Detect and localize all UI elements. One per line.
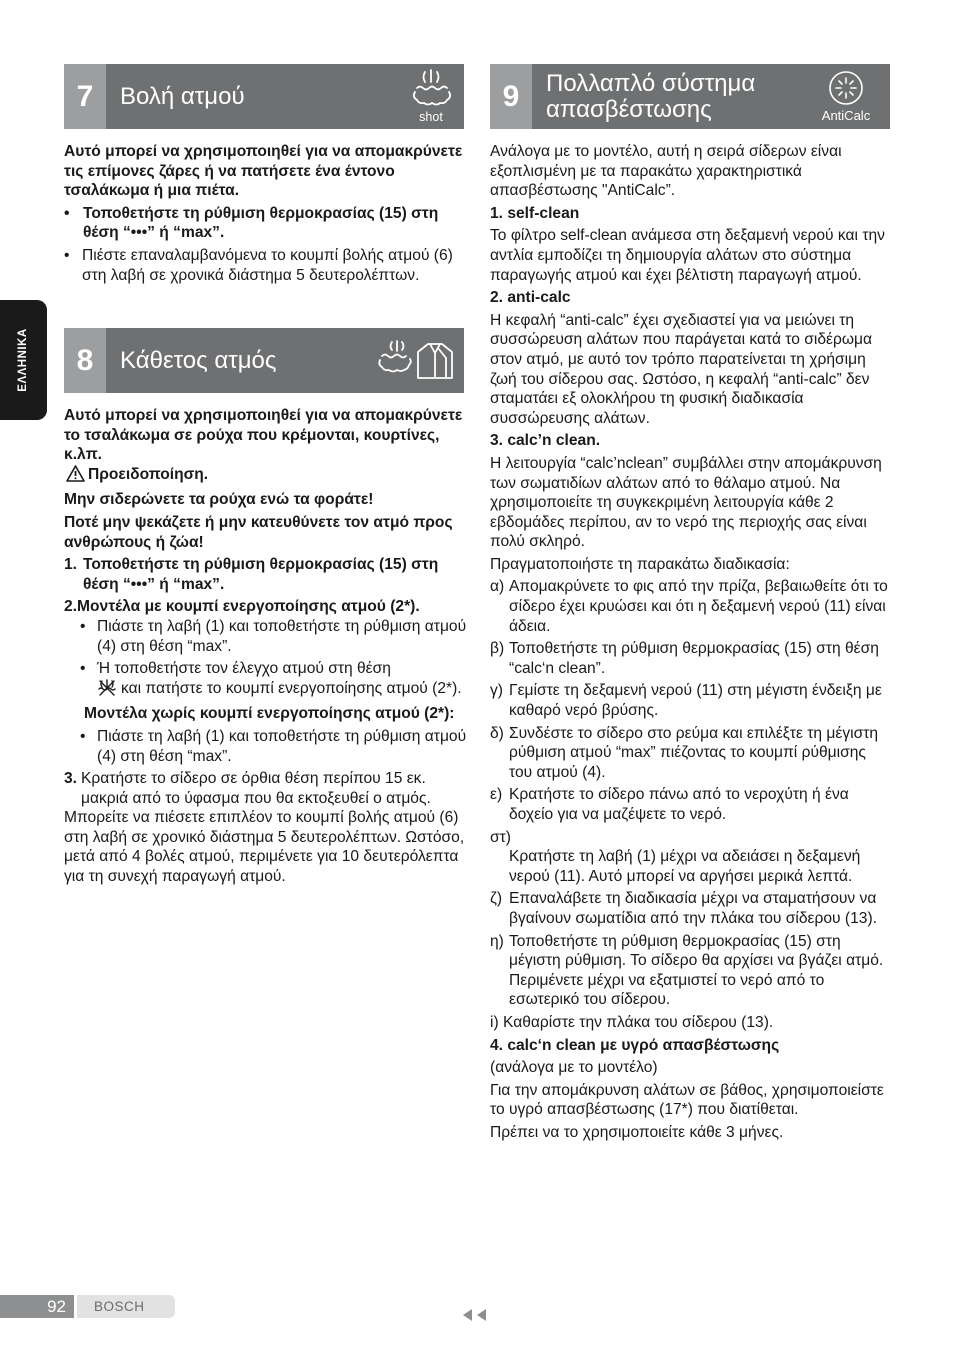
icon-caption: AntiCalc bbox=[821, 108, 871, 123]
section-title-line: απασβέστωσης bbox=[546, 95, 712, 123]
warning-text: Μην σιδερώνετε τα ρούχα ενώ τα φοράτε! bbox=[64, 491, 374, 509]
step-number: 3. bbox=[64, 770, 78, 788]
page-number: 92 bbox=[0, 1295, 74, 1318]
list-item-text: Τοποθετήστε τη ρύθμιση θερμοκρασίας (15) στη θέση “•••” ή “max”. bbox=[83, 556, 439, 593]
intro-text: Ανάλογα με το μοντέλο, αυτή η σειρά σίδερων είναι εξοπλισμένη με τα παρακάτω χαρακτηριστικά απασβέστωσης "AntiCalc”. bbox=[490, 143, 842, 200]
step-marker: στ) bbox=[490, 828, 511, 846]
list-item-text bbox=[97, 659, 468, 701]
step-number: 1. bbox=[64, 556, 78, 574]
section-title-line: Πολλαπλό σύστημα bbox=[546, 69, 756, 97]
paragraph: Το φίλτρο self-clean ανάμεσα στη δεξαμενή νερού και την αντλία εμποδίζει τη δημιουργία αλάτων στο σύστημα παραγωγής ατμού και έχει βέλτιστη παραγωγή ατμού. bbox=[490, 227, 885, 284]
section-number: 7 bbox=[64, 64, 106, 129]
step-heading: 2.Μοντέλα με κουμπί ενεργοποίησης ατμού (2*). bbox=[64, 598, 420, 616]
sub-heading: Μοντέλα χωρίς κουμπί ενεργοποίησης ατμού (2*): bbox=[84, 705, 455, 723]
section-number: 9 bbox=[490, 64, 532, 129]
list-item bbox=[490, 577, 892, 636]
list-item: i) Καθαρίστε την πλάκα του σίδερου (13). bbox=[490, 1013, 774, 1031]
section-number: 8 bbox=[64, 328, 106, 393]
list-item-text: Γεμίστε τη δεξαμενή νερού (11) στη μέγιστη ένδειξη με καθαρό νερό βρύσης. bbox=[509, 682, 882, 720]
bullet: • bbox=[64, 246, 70, 264]
vertical-steam-icon bbox=[374, 338, 458, 396]
paragraph: Η λειτουργία “calc’nclean” συμβάλλει στην απομάκρυνση των σωματιδίων αλάτων από το θάλαμο ατμού. Να χρησιμοποιείτε τη συγκεκριμένη λειτουργία κάθε 2 εβδομάδες περίπου, αν το νερό της περιοχής σας είναι πολύ σκληρό. bbox=[490, 454, 882, 551]
steam-shot-icon bbox=[404, 68, 458, 126]
list-item bbox=[490, 932, 892, 1010]
list-item-text: Κρατήστε τη λαβή (1) μέχρι να αδειάσει η δεξαμενή νερού (11). Αυτό μπορεί να αργήσει μερικά λεπτά. bbox=[509, 848, 861, 885]
steam-off-icon bbox=[97, 679, 117, 702]
list-item bbox=[64, 246, 468, 285]
list-item-text: Πιάστε τη λαβή (1) και τοποθετήστε τη ρύθμιση ατμού (4) στη θέση “max”. bbox=[97, 617, 467, 655]
list-item-text: Πιάστε τη λαβή (1) και τοποθετήστε τη ρύθμιση ατμού (4) στη θέση “max”. bbox=[97, 727, 467, 765]
list-item bbox=[64, 769, 468, 808]
paragraph: Πραγματοποιήστε τη παρακάτω διαδικασία: bbox=[490, 555, 790, 573]
list-item bbox=[64, 204, 468, 243]
intro-text: Αυτό μπορεί να χρησιμοποιηθεί για να απομακρύνετε το τσαλάκωμα σε ρούχα που κρέμονται, κουρτίνες, κ.λπ. bbox=[64, 407, 463, 464]
bullet: • bbox=[80, 660, 86, 678]
list-item bbox=[490, 785, 892, 824]
sub-heading: 3. calc’n clean. bbox=[490, 432, 601, 450]
nav-arrows-icon bbox=[462, 1308, 487, 1322]
list-item bbox=[490, 889, 892, 928]
language-tab bbox=[0, 300, 47, 420]
paragraph: Πρέπει να το χρησιμοποιείτε κάθε 3 μήνες. bbox=[490, 1123, 784, 1141]
bullet: • bbox=[80, 727, 86, 745]
list-item bbox=[64, 659, 468, 701]
paragraph: (ανάλογα με το μοντέλο) bbox=[490, 1059, 658, 1077]
sub-heading: 2. anti-calc bbox=[490, 289, 571, 307]
section-title: Βολή ατμού bbox=[120, 82, 245, 110]
sub-heading: 1. self-clean bbox=[490, 204, 580, 222]
list-item-text: Πιέστε επαναλαμβανόμενα το κουμπί βολής ατμού (6) στη λαβή σε χρονικά διάστημα 5 δευτερολέπτων. bbox=[82, 246, 453, 284]
list-item bbox=[490, 724, 892, 783]
paragraph: Για την απομάκρυνση αλάτων σε βάθος, χρησιμοποιείστε το υγρό απασβέστωσης (17*) που διατίθεται. bbox=[490, 1081, 884, 1119]
warning-heading bbox=[64, 465, 468, 488]
list-item bbox=[490, 639, 892, 678]
list-item-text: Τοποθετήστε τη ρύθμιση θερμοκρασίας (15) στη μέγιστη ρύθμιση. Το σίδερο θα αρχίσει να βγάζει ατμό. Περιμένετε μέχρι να εξατμιστεί το νερό από το εσωτερικό του σίδερου. bbox=[509, 932, 884, 1009]
list-item-text: Κρατήστε το σίδερο σε όρθια θέση περίπου 15 εκ. μακριά από το ύφασμα που θα εκτοξευθεί ο ατμός. bbox=[81, 770, 431, 807]
list-item bbox=[64, 555, 468, 594]
list-item-text: Επαναλάβετε τη διαδικασία μέχρι να σταματήσουν να βγαίνουν σωματίδια από την πλάκα του σίδερου (13). bbox=[509, 890, 877, 927]
warning-text: Ποτέ μην ψεκάζετε ή μην κατευθύνετε τον ατμό προς ανθρώπους ή ζώα! bbox=[64, 513, 453, 551]
brand-label: BOSCH bbox=[77, 1295, 175, 1318]
anticalc-icon bbox=[810, 68, 882, 126]
section-7-body bbox=[64, 142, 468, 285]
sub-heading: 4. calc‘n clean με υγρό απασβέστωσης bbox=[490, 1036, 780, 1054]
list-item-text: Κρατήστε το σίδερο πάνω από το νεροχύτη ή ένα δοχείο για να μαζέψετε το νερό. bbox=[509, 786, 849, 823]
section-7-header bbox=[64, 64, 464, 129]
list-item-text: Απομακρύνετε το φις από την πρίζα, βεβαιωθείτε ότι το σίδερο έχει κρυώσει και ότι η δεξαμενή νερού (11) είναι άδεια. bbox=[509, 578, 888, 635]
warning-icon bbox=[64, 465, 88, 488]
step-marker: ζ) bbox=[490, 890, 503, 908]
list-item-text-post: και πατήστε το κουμπί ενεργοποίησης ατμού (2*). bbox=[121, 679, 462, 697]
icon-caption: shot bbox=[419, 110, 443, 124]
step-marker: γ) bbox=[490, 682, 503, 700]
step-marker: δ) bbox=[490, 724, 504, 742]
section-title: Κάθετος ατμός bbox=[120, 346, 277, 374]
language-label: ΕΛΛΗΝΙΚΑ bbox=[16, 328, 29, 392]
section-9-body bbox=[490, 142, 892, 1143]
section-8-body bbox=[64, 406, 468, 887]
list-item bbox=[490, 681, 892, 720]
bullet: • bbox=[64, 204, 70, 222]
list-item-text: Συνδέστε το σίδερο στο ρεύμα και επιλέξτε τη μέγιστη ρύθμιση ατμού “max” πιέζοντας το κουμπί ρύθμισης του ατμού (4). bbox=[509, 724, 879, 781]
section-8-header bbox=[64, 328, 464, 393]
step-marker: η) bbox=[490, 932, 504, 950]
step-marker: ε) bbox=[490, 786, 503, 804]
list-item-text-pre: Ή τοποθετήστε τον έλεγχο ατμού στη θέση bbox=[97, 660, 391, 678]
paragraph: Μπορείτε να πιέσετε επιπλέον το κουμπί βολής ατμού (6) στη λαβή σε χρονικό διάστημα 5 δευτερολέπτων. Ωστόσο, μετά από 4 βολές ατμού, περιμένετε για 10 δευτερόλεπτα για τη συνεχή παραγωγή ατμού. bbox=[64, 809, 465, 886]
list-item bbox=[64, 617, 468, 656]
intro-text: Αυτό μπορεί να χρησιμοποιηθεί για να απομακρύνετε τις επίμονες ζάρες ή να πατήσετε ένα έντονο τσαλάκωμα ή μια πιέτα. bbox=[64, 143, 463, 200]
list-item-text: Τοποθετήστε τη ρύθμιση θερμοκρασίας (15) στη θέση “•••” ή “max”. bbox=[83, 204, 439, 242]
bullet: • bbox=[80, 617, 86, 635]
list-item-text: Τοποθετήστε τη ρύθμιση θερμοκρασίας (15) στη θέση “calc‘n clean”. bbox=[509, 640, 879, 677]
paragraph: Η κεφαλή “anti-calc” έχει σχεδιαστεί για να μειώνει τη συσσώρευση αλάτων που παράγεται κατά το σιδέρωμα στον ατμό, με αυτό τον τρόπο παρατείνεται τη χρήσιμη ζωή του σίδερου σας. Ωστόσο, η κεφαλή “anti-calc” δεν σταματάει εξ ολοκλήρου τη φυσική διαδικασία συσσώρευσης αλάτων. bbox=[490, 311, 873, 427]
step-marker: α) bbox=[490, 578, 505, 596]
list-item bbox=[64, 727, 468, 766]
section-9-header bbox=[490, 64, 890, 129]
step-marker: β) bbox=[490, 640, 505, 658]
warning-title: Προειδοποίηση. bbox=[88, 465, 209, 483]
